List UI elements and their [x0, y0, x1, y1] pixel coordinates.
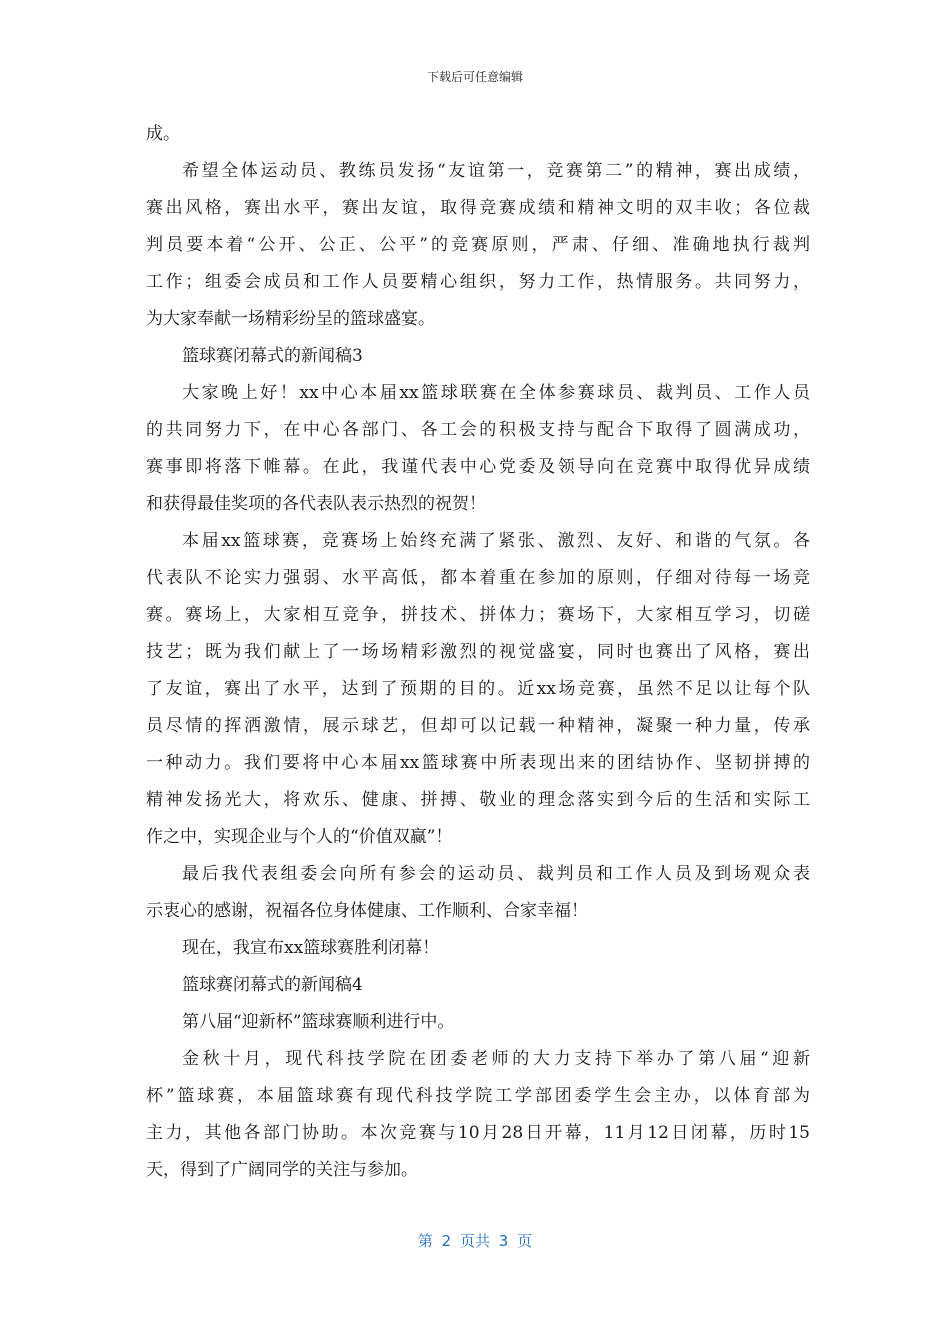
text-line: 天，得到了广阔同学的关注与参加。: [146, 1160, 418, 1180]
section-heading: 篮球赛闭幕式的新闻稿4: [182, 975, 363, 995]
text-line: 赛。赛场上，大家相互竞争，拼技术、拼体力；赛场下，大家相互学习，切磋: [146, 605, 810, 625]
page-header: 下载后可任意编辑: [426, 70, 523, 84]
text-line: 本届xx篮球赛，竞赛场上始终充满了紧张、激烈、友好、和谐的气氛。各: [182, 531, 810, 551]
text-line: 精神发扬光大，将欢乐、健康、拼搏、敬业的理念落实到今后的生活和实际工: [146, 790, 810, 810]
text-line: 第八届“迎新杯”篮球赛顺利进行中。: [182, 1012, 455, 1032]
document-body: [146, 116, 810, 1189]
text-line: 成。: [146, 124, 180, 144]
text-line: 了友谊，赛出了水平，达到了预期的目的。近xx场竞赛，虽然不足以让每个队: [146, 679, 810, 699]
text-line: 金秋十月，现代科技学院在团委老师的大力支持下举办了第八届“迎新: [182, 1049, 810, 1069]
text-line: 杯”篮球赛，本届篮球赛有现代科技学院工学部团委学生会主办，以体育部为: [146, 1086, 810, 1106]
text-line: 赛出风格，赛出水平，赛出友谊，取得竞赛成绩和精神文明的双丰收；各位裁: [146, 198, 810, 218]
text-line: 一种动力。我们要将中心本届xx篮球赛中所表现出来的团结协作、坚韧拼搏的: [146, 753, 810, 773]
text-line: 员尽情的挥洒激情，展示球艺，但却可以记载一种精神，凝聚一种力量，传承: [146, 716, 810, 736]
page-footer: 第 2 页共 3 页: [417, 1232, 533, 1250]
text-line: 示衷心的感谢，祝福各位身体健康、工作顺利、合家幸福！: [146, 901, 588, 921]
text-line: 的共同努力下，在中心各部门、各工会的积极支持与配合下取得了圆满成功，: [146, 420, 810, 440]
text-line: 现在，我宣布xx篮球赛胜利闭幕！: [182, 938, 440, 958]
text-line: 主力，其他各部门协助。本次竞赛与10月28日开幕，11月12日闭幕，历时15: [146, 1123, 810, 1143]
text-line: 技艺；既为我们献上了一场场精彩激烈的视觉盛宴，同时也赛出了风格，赛出: [146, 642, 810, 662]
text-line: 代表队不论实力强弱、水平高低，都本着重在参加的原则，仔细对待每一场竞: [146, 568, 810, 588]
text-line: 作之中，实现企业与个人的“价值双赢”！: [146, 827, 453, 847]
text-line: 最后我代表组委会向所有参会的运动员、裁判员和工作人员及到场观众表: [182, 864, 810, 884]
text-line: 为大家奉献一场精彩纷呈的篮球盛宴。: [146, 309, 435, 329]
section-heading: 篮球赛闭幕式的新闻稿3: [182, 346, 363, 366]
text-line: 工作；组委会成员和工作人员要精心组织，努力工作，热情服务。共同努力，: [146, 272, 810, 292]
text-line: 大家晚上好！xx中心本届xx篮球联赛在全体参赛球员、裁判员、工作人员: [182, 383, 810, 403]
text-line: 赛事即将落下帷幕。在此，我谨代表中心党委及领导向在竞赛中取得优异成绩: [146, 457, 810, 477]
text-line: 和获得最佳奖项的各代表队表示热烈的祝贺！: [146, 494, 486, 514]
text-line: 判员要本着“公开、公正、公平”的竞赛原则，严肃、仔细、准确地执行裁判: [146, 235, 810, 255]
text-line: 希望全体运动员、教练员发扬“友谊第一，竞赛第二”的精神，赛出成绩，: [182, 161, 810, 181]
